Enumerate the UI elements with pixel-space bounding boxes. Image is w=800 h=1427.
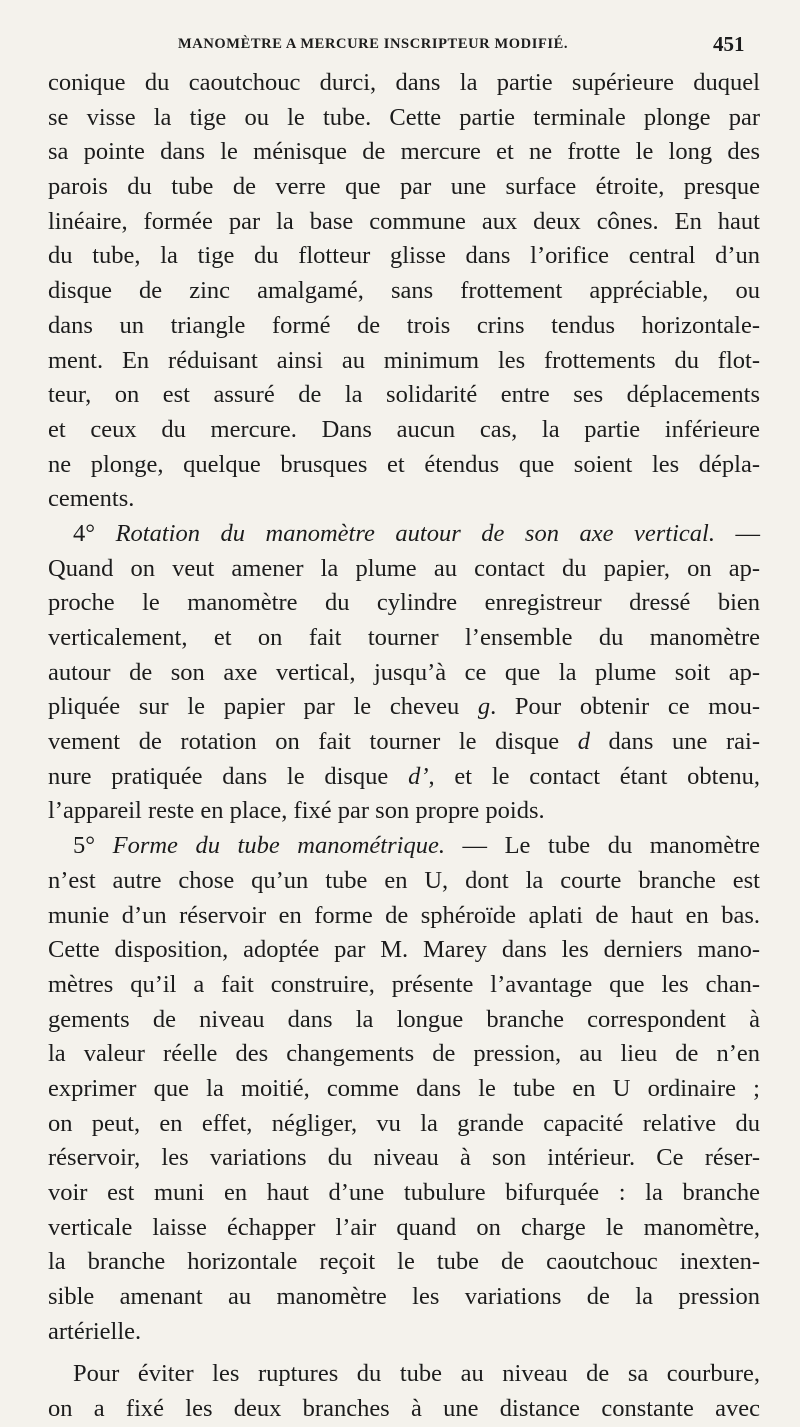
text-line: conique du caoutchouc durci, dans la partie supérieure duquel xyxy=(48,69,760,96)
body-text xyxy=(48,66,760,1427)
text-line: verticalement, et on fait tourner l’ensemble du manomètre xyxy=(48,624,760,651)
text-line: linéaire, formée par la base commune aux deux cônes. En haut xyxy=(48,207,760,235)
page-header xyxy=(0,34,800,56)
text-line: du tube, la tige du flotteur glisse dans l’orifice central d’un xyxy=(48,242,760,270)
text-line: ne plonge, quelque brusques et étendus que soient les dépla- xyxy=(48,450,760,478)
text-line: munie d’un réservoir en forme de sphéroïde aplati de haut en bas. xyxy=(48,901,760,929)
text-line: Pour éviter les ruptures du tube au niveau de sa courbure, xyxy=(73,1360,760,1388)
text-line: verticale laisse échapper l’air quand on charge le manomètre, xyxy=(48,1213,760,1241)
text-line: voir est muni en haut d’une tubulure bifurquée : la branche xyxy=(48,1179,760,1206)
section-4-heading-line: 4° Rotation du manomètre autour de son axe vertical. — xyxy=(73,519,760,547)
text-line: sible amenant au manomètre les variations de la pression xyxy=(48,1283,760,1311)
text-line: se visse la tige ou le tube. Cette partie terminale plonge par xyxy=(48,103,760,131)
running-head: MANOMÈTRE A MERCURE INSCRIPTEUR MODIFIÉ. xyxy=(178,36,569,52)
text-line: la valeur réelle des changements de pression, au lieu de n’en xyxy=(48,1040,760,1068)
text-line: ment. En réduisant ainsi au minimum les frottements du flot- xyxy=(48,346,760,374)
text-line: dans un triangle formé de trois crins tendus horizontale- xyxy=(48,311,760,339)
text-line: parois du tube de verre que par une surface étroite, presque xyxy=(48,173,760,201)
text-line: réservoir, les variations du niveau à son intérieur. Ce réser- xyxy=(48,1144,760,1172)
text-line: on a fixé les deux branches à une distance constante avec xyxy=(48,1395,760,1423)
section-5-heading-line: 5° Forme du tube manométrique. — Le tube du manomètre xyxy=(73,832,760,860)
text-line: nure pratiquée dans le disque d’, et le contact étant obtenu, xyxy=(48,762,760,790)
text-line: disque de zinc amalgamé, sans frottement appréciable, ou xyxy=(48,277,760,305)
text-line: pliquée sur le papier par le cheveu g. Pour obtenir ce mou- xyxy=(48,693,760,721)
text-line: l’appareil reste en place, fixé par son propre poids. xyxy=(48,797,545,825)
text-line: mètres qu’il a fait construire, présente l’avantage que les chan- xyxy=(48,970,760,998)
text-line: exprimer que la moitié, comme dans le tube en U ordinaire ; xyxy=(48,1074,760,1102)
page-number: 451 xyxy=(713,32,745,56)
text-line: proche le manomètre du cylindre enregistreur dressé bien xyxy=(48,589,760,617)
section-4-title: Rotation du manomètre autour de son axe vertical. xyxy=(115,519,715,547)
text-line: la branche horizontale reçoit le tube de caoutchouc inexten- xyxy=(48,1248,760,1276)
text-line: vement de rotation on fait tourner le disque d dans une rai- xyxy=(48,728,760,756)
text-line: sa pointe dans le ménisque de mercure et ne frotte le long des xyxy=(48,138,760,166)
text-line: on peut, en effet, négliger, vu la grande capacité relative du xyxy=(48,1109,760,1137)
text-line: Cette disposition, adoptée par M. Marey dans les derniers mano- xyxy=(48,936,760,964)
text-line: Quand on veut amener la plume au contact du papier, on ap- xyxy=(48,554,760,582)
text-line: gements de niveau dans la longue branche correspondent à xyxy=(48,1005,760,1033)
text-line: artérielle. xyxy=(48,1317,142,1345)
text-line: teur, on est assuré de la solidarité entre ses déplacements xyxy=(48,381,760,409)
text-line: autour de son axe vertical, jusqu’à ce que la plume soit ap- xyxy=(48,658,760,686)
text-line: et ceux du mercure. Dans aucun cas, la partie inférieure xyxy=(48,415,760,443)
text-line: n’est autre chose qu’un tube en U, dont la courte branche est xyxy=(48,866,760,894)
text-line: cements. xyxy=(48,485,135,513)
section-5-title: Forme du tube manométrique. xyxy=(112,832,445,860)
